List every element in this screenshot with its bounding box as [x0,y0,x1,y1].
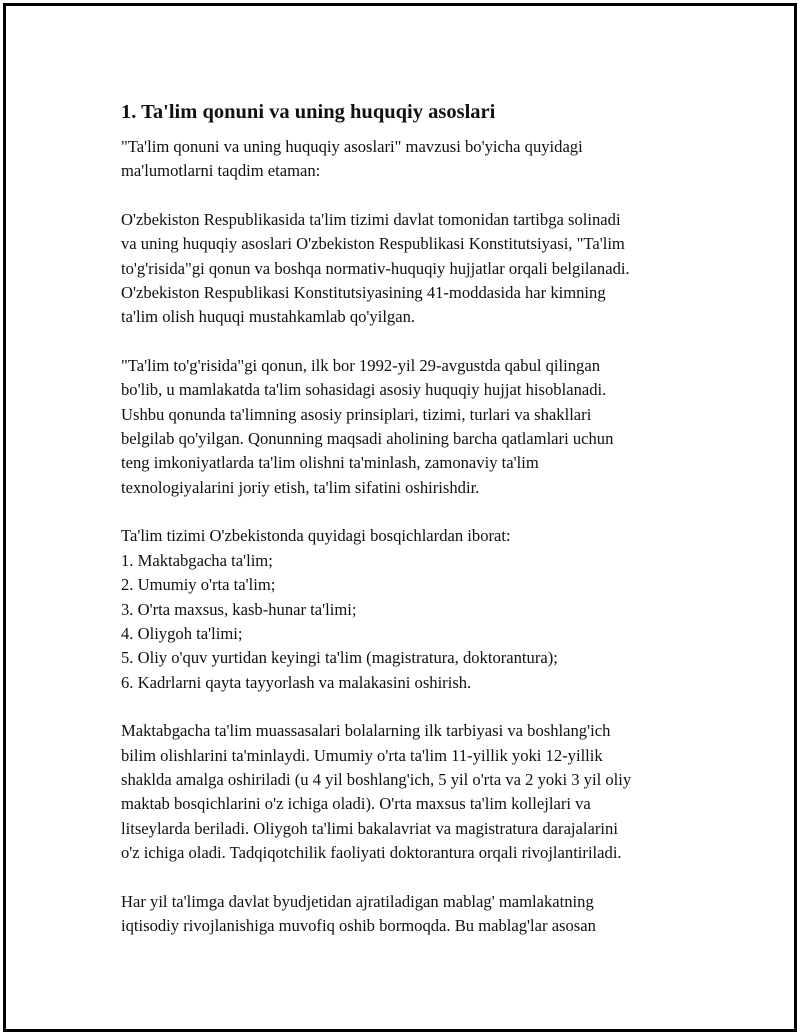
text-line: 6. Kadrlarni qayta tayyorlash va malakasini oshirish. [121,672,472,692]
text-line: belgilab qo'yilgan. Qonunning maqsadi aholining barcha qatlamlari uchun [121,429,614,449]
text-line: 2. Umumiy o'rta ta'lim; [121,575,276,595]
document-title: 1. Ta'lim qonuni va uning huquqiy asoslari [121,101,496,123]
text-line: "Ta'lim qonuni va uning huquqiy asoslari" mavzusi bo'yicha quyidagi [121,137,583,156]
text-line: Ushbu qonunda ta'limning asosiy prinsiplari, tizimi, turlari va shakllari [121,404,592,424]
document-body [121,99,706,962]
paragraph [121,524,706,695]
text-line: 3. O'rta maxsus, kasb-hunar ta'limi; [121,599,357,619]
text-line: 1. Maktabgacha ta'lim; [121,550,273,570]
paragraph [121,354,706,500]
text-line: 4. Oliygoh ta'limi; [121,623,243,643]
text-line: 5. Oliy o'quv yurtidan keyingi ta'lim (magistratura, doktorantura); [121,648,558,668]
text-line: Maktabgacha ta'lim muassasalari bolalarning ilk tarbiyasi va boshlang'ich [121,721,611,741]
paragraph [121,208,706,330]
text-line: bilim olishlarini ta'minlaydi. Umumiy o'rta ta'lim 11-yillik yoki 12-yillik [121,745,603,765]
page-frame [3,3,797,1032]
text-line: bo'lib, u mamlakatda ta'lim sohasidagi asosiy huquqiy hujjat hisoblanadi. [121,380,607,400]
text-line: maktab bosqichlarini o'z ichiga oladi). O'rta maxsus ta'lim kollejlari va [121,794,591,814]
text-line: Har yil ta'limga davlat byudjetidan ajratiladigan mablag' mamlakatning [121,891,594,911]
text-line: texnologiyalarini joriy etish, ta'lim sifatini oshirishdir. [121,477,480,497]
text-line: va uning huquqiy asoslari O'zbekiston Respublikasi Konstitutsiyasi, "Ta'lim [121,234,625,254]
text-line: ma'lumotlarni taqdim etaman: [121,161,321,181]
text-line: litseylarda beriladi. Oliygoh ta'limi bakalavriat va magistratura darajalarini [121,818,618,838]
text-line: O'zbekiston Respublikasida ta'lim tizimi davlat tomonidan tartibga solinadi [121,209,621,229]
text-line: iqtisodiy rivojlanishiga muvofiq oshib bormoqda. Bu mablag'lar asosan [121,915,596,935]
text-line: shaklda amalga oshiriladi (u 4 yil boshlang'ich, 5 yil o'rta va 2 yoki 3 yil oliy [121,769,632,789]
text-line: o'z ichiga oladi. Tadqiqotchilik faoliyati doktorantura orqali rivojlantiriladi. [121,843,622,863]
text-line: O'zbekiston Respublikasi Konstitutsiyasining 41-moddasida har kimning [121,283,606,303]
text-line: teng imkoniyatlarda ta'lim olishni ta'minlash, zamonaviy ta'lim [121,453,539,473]
paragraph [121,890,706,939]
paragraph [121,719,706,865]
text-line: "Ta'lim to'g'risida"gi qonun, ilk bor 1992-yil 29-avgustda qabul qilingan [121,355,601,375]
text-line: Ta'lim tizimi O'zbekistonda quyidagi bosqichlardan iborat: [121,526,511,546]
text-line: ta'lim olish huquqi mustahkamlab qo'yilgan. [121,307,416,327]
paragraph-container [121,135,706,938]
paragraph [121,135,706,184]
text-line: to'g'risida"gi qonun va boshqa normativ-huquqiy hujjatlar orqali belgilanadi. [121,258,630,278]
